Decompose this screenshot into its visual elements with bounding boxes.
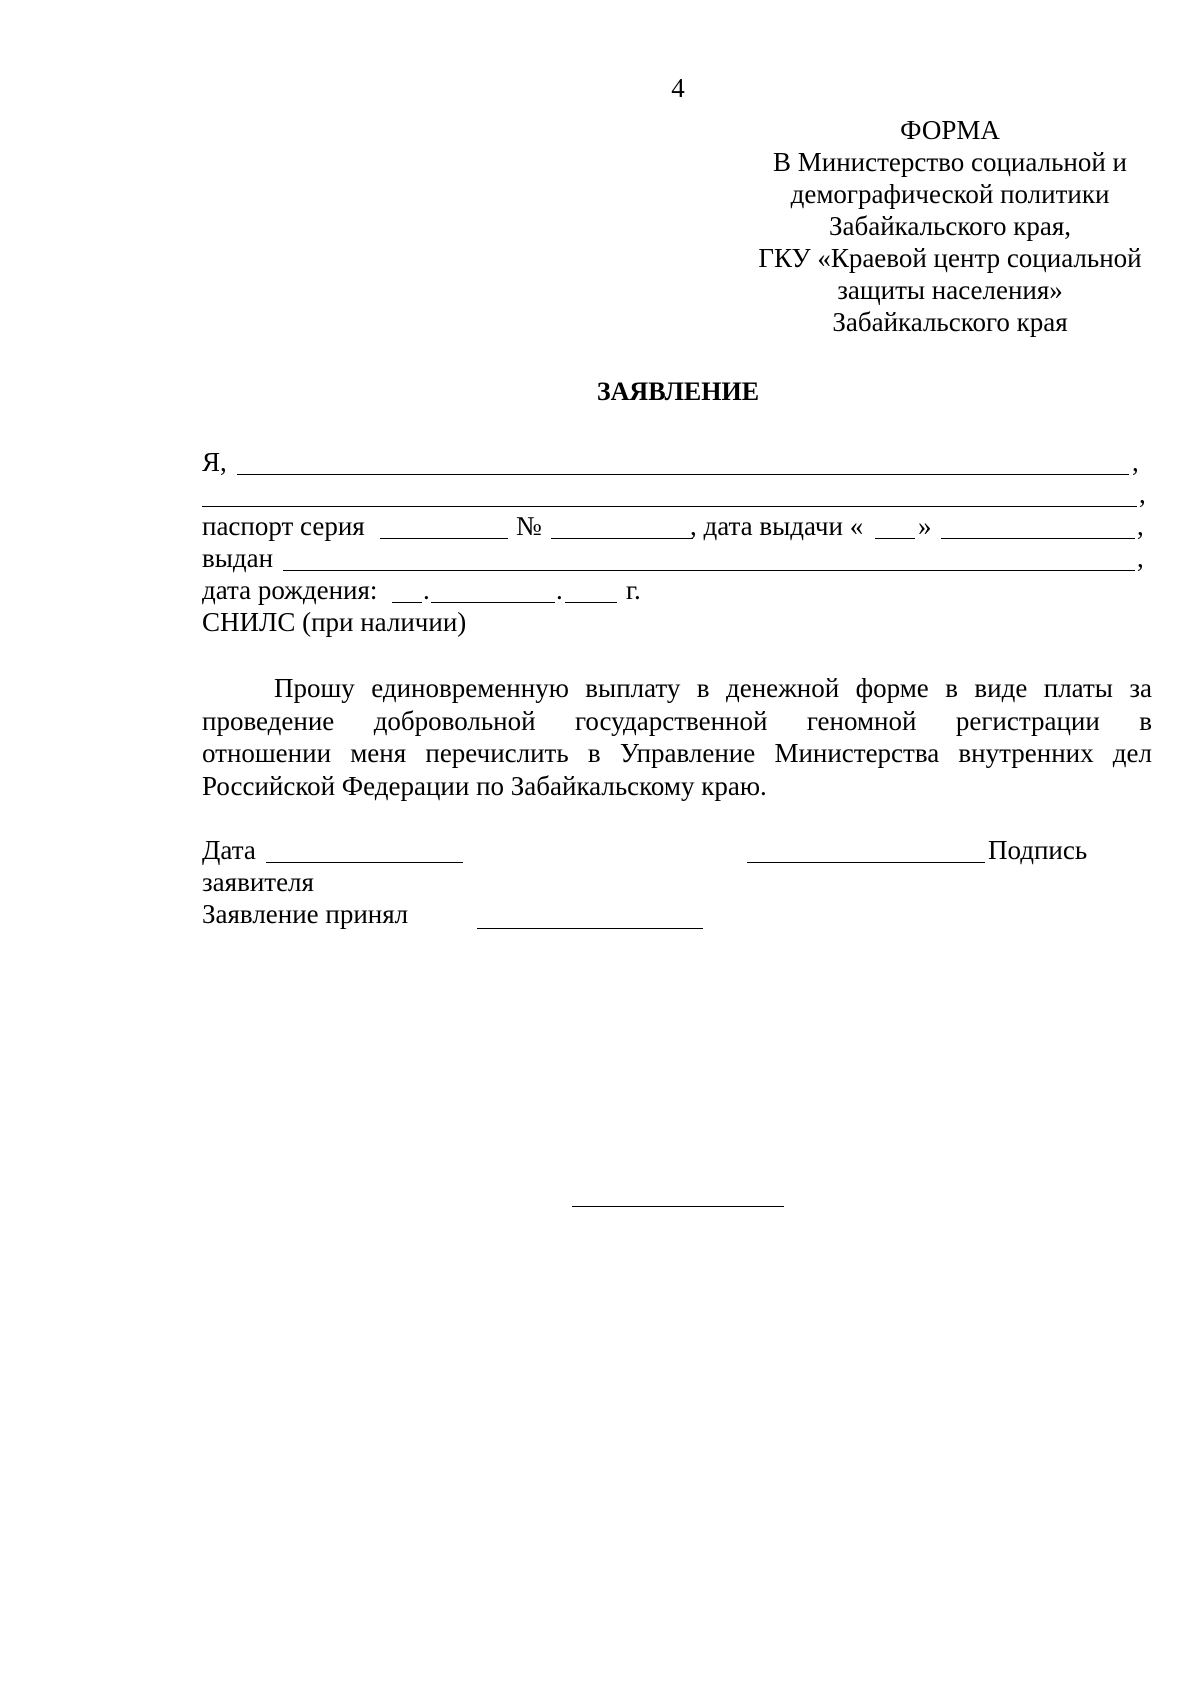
paragraph-line: отношении меня перечислить в Управление Министерства внутренних дел: [202, 738, 1152, 768]
separator-line: [572, 1206, 784, 1207]
birth-year-field[interactable]: [565, 602, 617, 603]
date-dot: .: [556, 575, 563, 605]
number-sign-label: №: [516, 511, 542, 541]
birth-day-field[interactable]: [392, 602, 422, 603]
comma: ,: [1137, 543, 1144, 573]
issue-month-year-field[interactable]: [941, 538, 1135, 539]
birth-date-label: дата рождения:: [202, 575, 378, 605]
addressee-line: Забайкальского края: [832, 307, 1068, 337]
form-label: ФОРМА: [900, 115, 1000, 145]
issued-by-label: выдан: [202, 543, 274, 573]
birth-month-field[interactable]: [431, 602, 555, 603]
accepted-by-signature-field[interactable]: [477, 928, 703, 929]
issued-by-field[interactable]: [283, 570, 1135, 571]
issue-date-close-quote: »: [918, 511, 932, 541]
applicant-label: заявителя: [202, 867, 314, 897]
addressee-line: защиты населения»: [837, 275, 1063, 305]
paragraph-line: Российской Федерации по Забайкальскому краю.: [202, 770, 767, 801]
addressee-block: [680, 114, 1200, 338]
document-title: ЗАЯВЛЕНИЕ: [596, 377, 760, 406]
addressee-line: ГКУ «Краевой центр социальной: [758, 243, 1142, 273]
name-prefix-label: Я,: [202, 447, 227, 477]
request-paragraph: [202, 672, 1152, 802]
passport-number-field[interactable]: [551, 538, 693, 539]
date-dot: .: [423, 575, 430, 605]
issue-date-label: , дата выдачи «: [690, 511, 864, 541]
passport-series-label: паспорт серия: [202, 511, 365, 541]
issue-day-field[interactable]: [875, 538, 915, 539]
year-suffix: г.: [626, 575, 641, 605]
comma: ,: [1137, 511, 1144, 541]
date-label: Дата: [202, 835, 256, 865]
date-field[interactable]: [266, 862, 463, 863]
paragraph-line: Прошу единовременную выплату в денежной форме в виде платы за: [274, 673, 1152, 703]
signature-field[interactable]: [747, 862, 985, 863]
full-name-continuation-field[interactable]: [202, 506, 1137, 507]
comma: ,: [1132, 447, 1139, 477]
addressee-line: демографической политики: [790, 179, 1110, 209]
paragraph-line: проведение добровольной государственной геномной регистрации в: [202, 705, 1152, 736]
passport-series-field[interactable]: [380, 538, 508, 539]
full-name-field[interactable]: [237, 474, 1129, 475]
addressee-line: Забайкальского края,: [828, 211, 1072, 241]
signature-label: Подпись: [988, 835, 1088, 865]
snils-label: СНИЛС (при наличии): [202, 607, 467, 637]
comma: ,: [1139, 479, 1146, 509]
accepted-by-label: Заявление принял: [202, 899, 409, 929]
addressee-line: В Министерство социальной и: [773, 147, 1127, 177]
page-number: 4: [671, 73, 685, 103]
